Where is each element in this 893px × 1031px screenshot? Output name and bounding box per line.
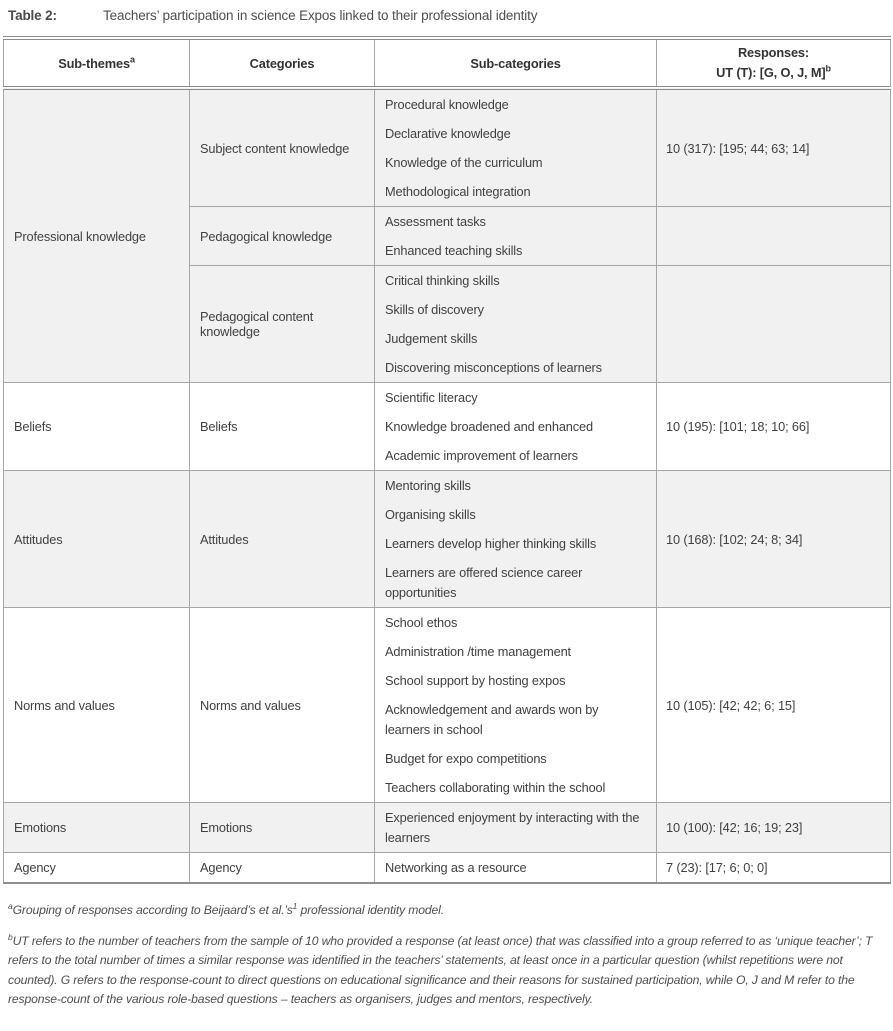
subcategory-item: Scientific literacy: [385, 390, 478, 405]
subcategory-item: Procedural knowledge: [385, 97, 509, 112]
subtheme-cell: Emotions: [4, 803, 190, 853]
table-row: [4, 383, 891, 471]
response-cell: 10 (105): [42; 42; 6; 15]: [657, 608, 891, 803]
subcategory-item: Discovering misconceptions of learners: [385, 360, 602, 375]
subcategory-item: Skills of discovery: [385, 302, 484, 317]
subcategory-item: Administration /time management: [385, 644, 571, 659]
subcategory-item: Budget for expo competitions: [385, 751, 547, 766]
subcategories-cell: [375, 853, 657, 884]
subcategory-item: Declarative knowledge: [385, 126, 511, 141]
category-cell: Beliefs: [190, 383, 375, 471]
column-header-label: Categories: [249, 55, 315, 71]
subcategory-item: Teachers collaborating within the school: [385, 780, 606, 795]
footnote-b-text: UT refers to the number of teachers from the sample of 10 who provided a response (at least once) that was classified into a group referred to as ‘unique teacher’; T refers to the total number of times a similar response was identified in the teachers’ statements, at least once in a particular question (whilst repetitions were not counted). G refers to the response-count to direct questions on educational significance and their reasons for sustained participation, while O, J and M refer to the response-count of the various role-based questions – teachers as organisers, judges and mentors, respectively.: [8, 933, 873, 1006]
table-row: [4, 803, 891, 853]
column-header-subthemes: [4, 38, 190, 88]
subcategories-cell: [375, 471, 657, 608]
subtheme-cell: Agency: [4, 853, 190, 884]
subcategory-item: Judgement skills: [385, 331, 478, 346]
table-row: [4, 88, 891, 207]
subcategory-item: Networking as a resource: [385, 860, 527, 875]
subcategory-item: School support by hosting expos: [385, 673, 566, 688]
subcategories-cell: [375, 803, 657, 853]
response-cell: 7 (23): [17; 6; 0; 0]: [657, 853, 891, 884]
response-cell: 10 (100): [42; 16; 19; 23]: [657, 803, 891, 853]
subcategory-item: Critical thinking skills: [385, 273, 500, 288]
response-cell: [657, 266, 891, 383]
column-header-responses: [657, 38, 891, 88]
subcategory-item: Assessment tasks: [385, 214, 486, 229]
column-header-label: Sub-themes: [58, 55, 130, 71]
footnote-marker-a: a: [129, 54, 135, 65]
footnotes: [3, 901, 890, 1010]
category-cell: Norms and values: [190, 608, 375, 803]
subcategory-item: Academic improvement of learners: [385, 448, 578, 463]
subcategory-item: Enhanced teaching skills: [385, 243, 523, 258]
subcategories-cell: [375, 383, 657, 471]
column-header-subcategories: [375, 38, 657, 88]
column-header-sub-label: [663, 63, 884, 83]
subtheme-cell: Beliefs: [4, 383, 190, 471]
table-header: [4, 38, 891, 88]
subcategory-item: Knowledge broadened and enhanced: [385, 419, 593, 434]
response-cell: 10 (168): [102; 24; 8; 34]: [657, 471, 891, 608]
category-cell: Subject content knowledge: [190, 88, 375, 207]
citation-superscript: 1: [292, 900, 298, 911]
table-body: [4, 88, 891, 883]
response-cell: [657, 207, 891, 266]
header-row: [4, 38, 891, 88]
subcategories-cell: [375, 207, 657, 266]
table-number-label: Table 2:: [8, 8, 57, 23]
footnote-b-marker: b: [8, 931, 13, 942]
table-row: [4, 608, 891, 803]
subcategory-item: Organising skills: [385, 507, 476, 522]
category-cell: Agency: [190, 853, 375, 884]
results-table: [3, 36, 891, 884]
column-header-label: Sub-categories: [470, 55, 561, 71]
column-header-categories: [190, 38, 375, 88]
category-cell: Attitudes: [190, 471, 375, 608]
subtheme-cell: Norms and values: [4, 608, 190, 803]
category-cell: Pedagogical knowledge: [190, 207, 375, 266]
table-caption-row: [3, 8, 890, 23]
footnote-a-marker: a: [8, 900, 13, 911]
footnote-a: [8, 901, 885, 921]
footnote-a-text-end: professional identity model.: [297, 903, 444, 917]
category-cell: Emotions: [190, 803, 375, 853]
subcategory-item: School ethos: [385, 615, 458, 630]
table-caption: Teachers’ participation in science Expos linked to their professional identity: [103, 8, 538, 23]
response-cell: 10 (195): [101; 18; 10; 66]: [657, 383, 891, 471]
table-row: [4, 853, 891, 884]
subcategory-item: Learners develop higher thinking skills: [385, 536, 597, 551]
responses-key: UT (T): [G, O, J, M]: [716, 65, 826, 80]
subcategory-item: Knowledge of the curriculum: [385, 155, 543, 170]
subcategory-item: Methodological integration: [385, 184, 531, 199]
subcategories-cell: [375, 266, 657, 383]
table-row: [4, 471, 891, 608]
footnote-a-text: Grouping of responses according to Beijaard’s et al.’s: [12, 903, 293, 917]
footnote-marker-b: b: [825, 63, 831, 74]
subcategory-item: Experienced enjoyment by interacting with the learners: [385, 810, 640, 845]
category-cell: Pedagogical content knowledge: [190, 266, 375, 383]
subtheme-cell: Attitudes: [4, 471, 190, 608]
response-cell: 10 (317): [195; 44; 63; 14]: [657, 88, 891, 207]
subcategories-cell: [375, 608, 657, 803]
subtheme-cell: Professional knowledge: [4, 88, 190, 383]
subcategory-item: Acknowledgement and awards won by learners in school: [385, 702, 599, 737]
subcategories-cell: [375, 88, 657, 207]
subcategory-item: Mentoring skills: [385, 478, 471, 493]
footnote-b: [8, 932, 885, 1010]
column-header-label: Responses:: [737, 45, 810, 60]
subcategory-item: Learners are offered science career opportunities: [385, 565, 583, 600]
